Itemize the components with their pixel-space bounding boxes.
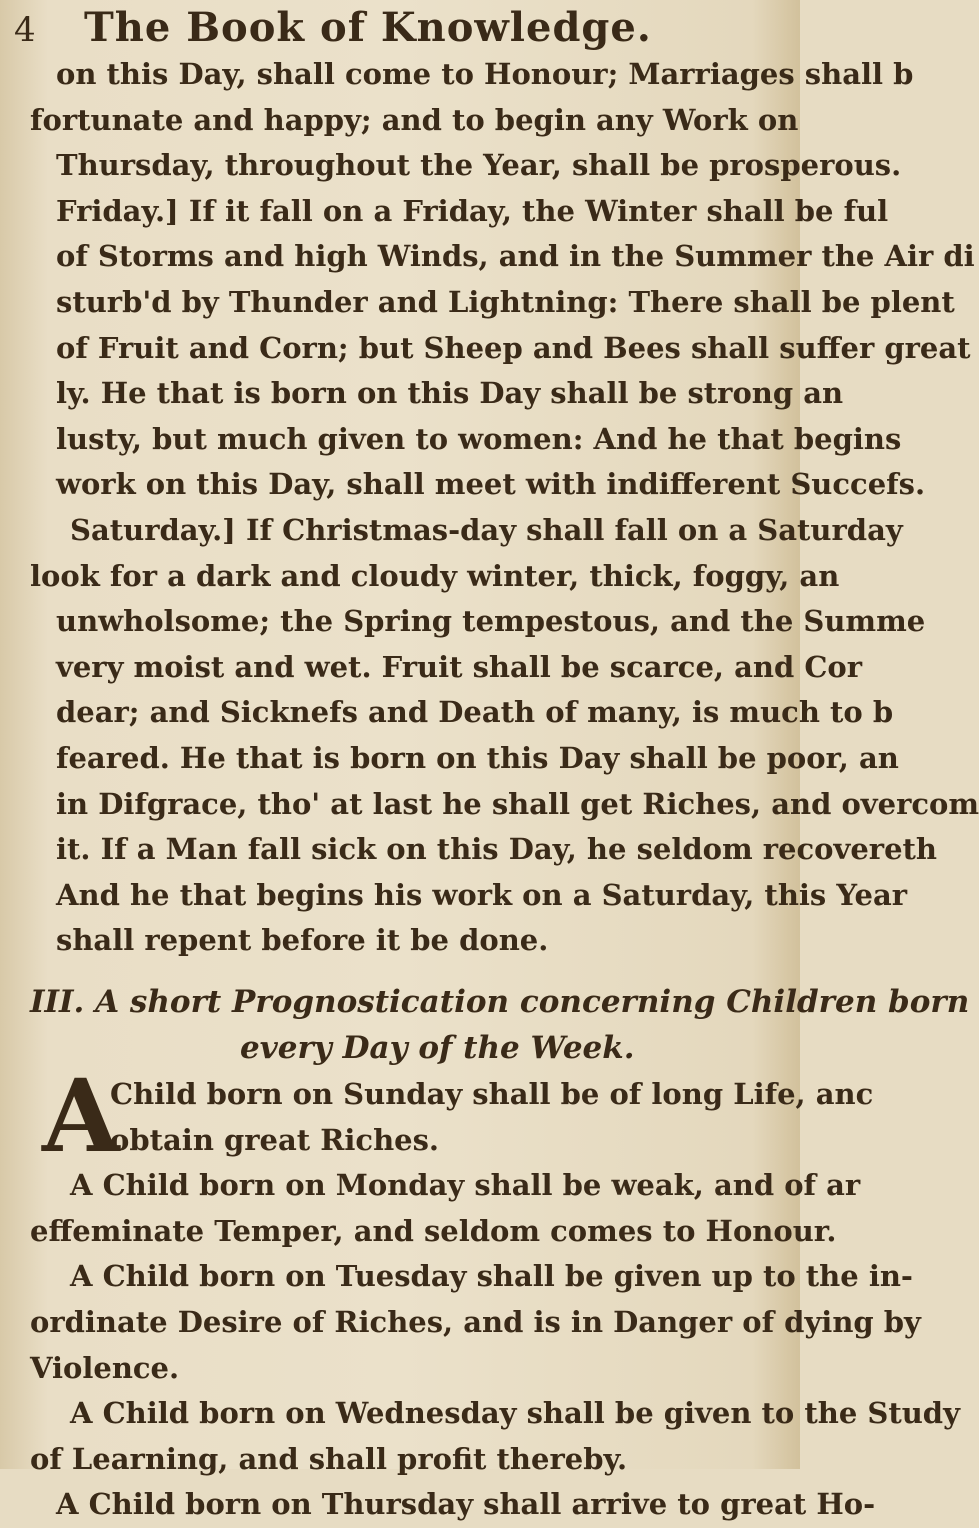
text-line: fortunate and happy; and to begin any Work on (30, 102, 799, 137)
drop-cap: A (42, 1057, 120, 1175)
text-line: in Difgrace, tho' at last he shall get Riches, and overcom (56, 786, 979, 821)
text-line: sturb'd by Thunder and Lightning: There shall be plent (56, 284, 955, 319)
text-line: Violence. (30, 1350, 180, 1385)
text-line: on this Day, shall come to Honour; Marriages shall b (56, 57, 914, 91)
children-prognostication-text (30, 1057, 960, 1482)
text-line: Child born on Sunday shall be of long Life, anc (110, 1077, 874, 1111)
text-line: obtain great Riches. (110, 1122, 440, 1157)
text-line: dear; and Sicknefs and Death of many, is much to b (56, 695, 894, 730)
text-line: And he that begins his work on a Saturday, this Year (56, 877, 908, 912)
section-heading-line: III. A short Prognostication concerning Children born (30, 984, 970, 1020)
text-line: A Child born on Thursday shall arrive to great Ho- (56, 1487, 876, 1521)
section-heading-line: every Day of the Week. (240, 1029, 635, 1066)
text-line: ly. He that is born on this Day shall be strong an (56, 376, 844, 411)
text-line: of Fruit and Corn; but Sheep and Bees shall suffer great (56, 330, 971, 365)
text-line: A Child born on Monday shall be weak, and of ar (70, 1168, 861, 1203)
text-line: of Storms and high Winds, and in the Summer the Air di (56, 239, 975, 274)
text-line: Friday.] If it fall on a Friday, the Winter shall be ful (56, 193, 889, 228)
running-title: The Book of Knowledge. (84, 4, 652, 51)
text-line: it. If a Man fall sick on this Day, he seldom recovereth (56, 832, 938, 867)
text-line: Saturday.] If Christmas-day shall fall on a Saturday (70, 512, 903, 547)
text-line: of Learning, and shall profit thereby. (30, 1441, 628, 1476)
text-line: unwholsome; the Spring tempestous, and the Summe (56, 604, 926, 639)
text-line: work on this Day, shall meet with indifferent Succefs. (56, 467, 926, 502)
section-heading (30, 980, 970, 1071)
text-line: effeminate Temper, and seldom comes to Honour. (30, 1213, 837, 1248)
text-line: A Child born on Tuesday shall be given up to the in- (70, 1259, 913, 1294)
overflow-lines (30, 1482, 876, 1528)
text-line: A Child born on Wednesday shall be given to the Study (70, 1396, 960, 1431)
text-line: lusty, but much given to women: And he that begins (56, 421, 902, 456)
text-line: Thursday, throughout the Year, shall be prosperous. (56, 148, 902, 183)
page-number: 4 (14, 10, 36, 50)
text-line: very moist and wet. Fruit shall be scarce, and Cor (56, 649, 863, 684)
text-line: look for a dark and cloudy winter, thick, foggy, an (30, 558, 840, 593)
weekday-prognostication-text (30, 52, 979, 964)
text-line: feared. He that is born on this Day shall be poor, an (56, 740, 899, 775)
text-line: shall repent before it be done. (56, 923, 549, 958)
text-line: ordinate Desire of Riches, and is in Danger of dying by (30, 1304, 921, 1339)
